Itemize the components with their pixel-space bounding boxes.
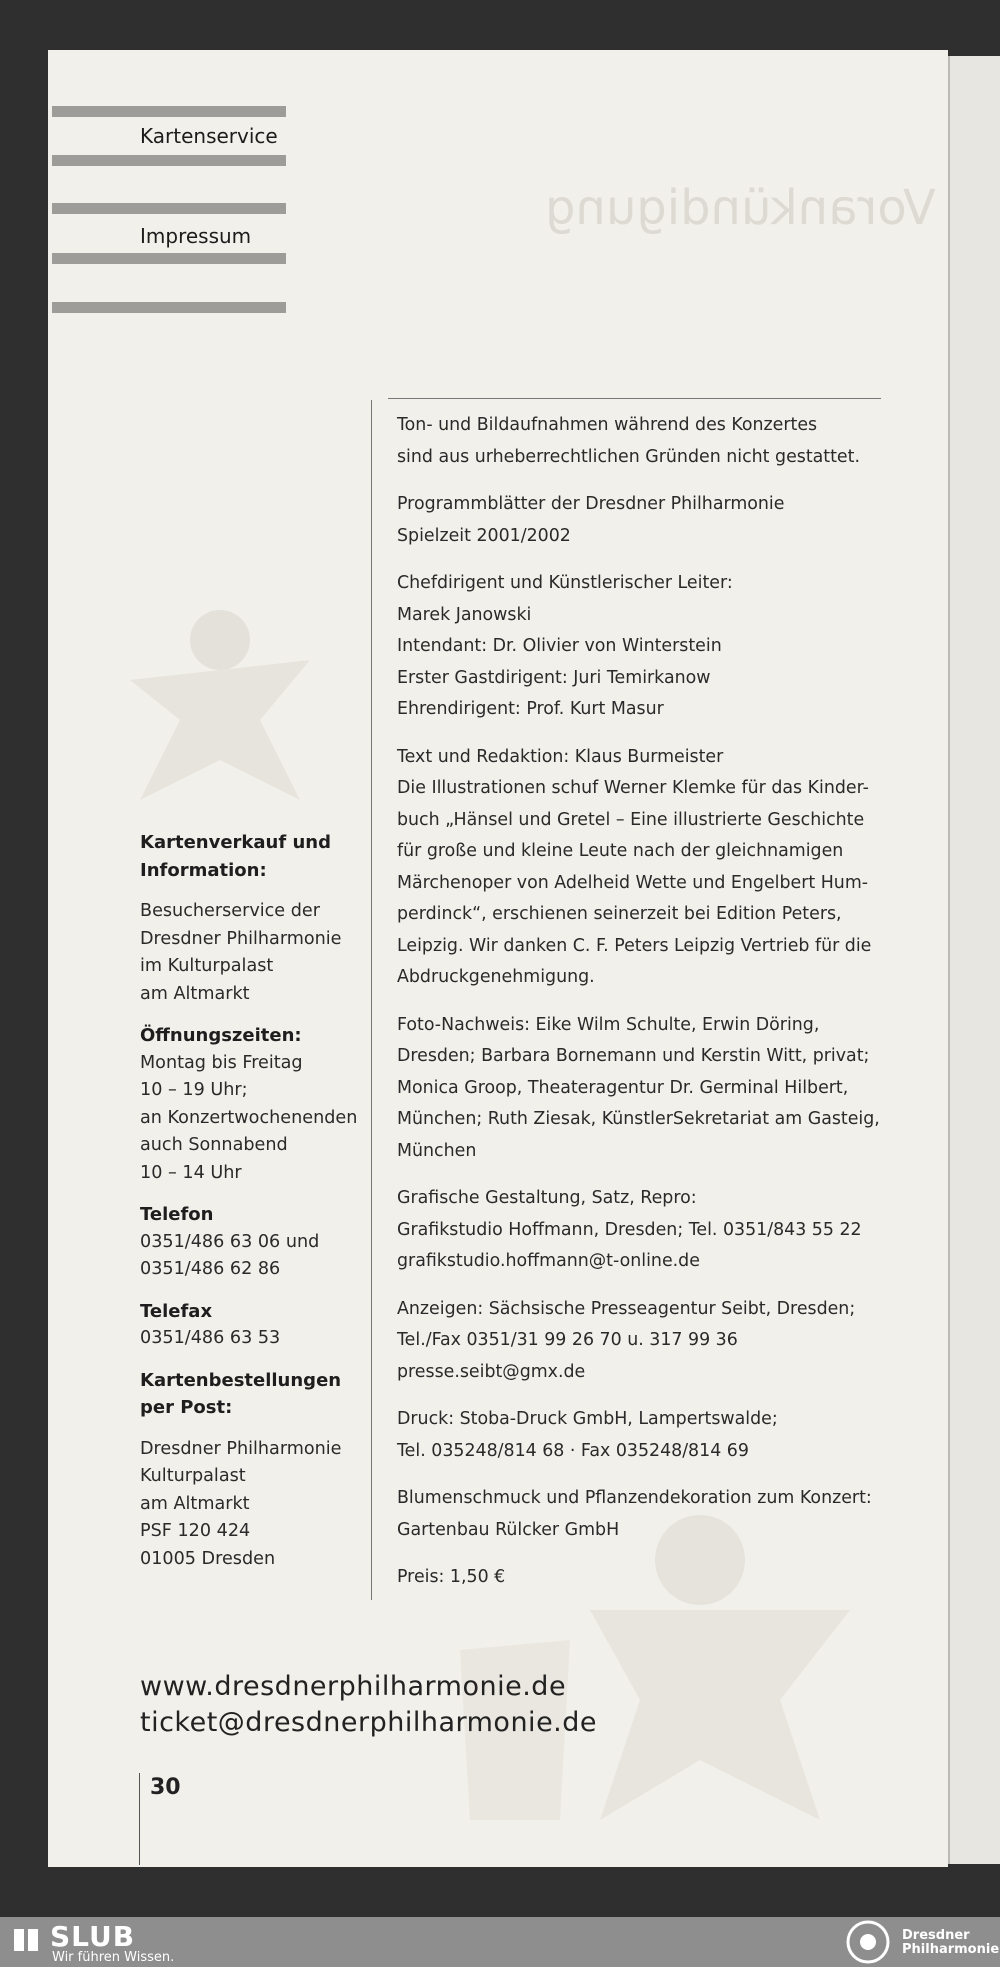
info-block <box>140 1298 350 1353</box>
info-line: Kulturpalast <box>140 1466 246 1486</box>
bleed-through-title: Vorankündigung <box>545 180 936 236</box>
impressum-text <box>397 410 883 1610</box>
impressum-paragraph <box>397 1183 883 1278</box>
next-page-edge <box>948 56 1000 1864</box>
philharmonie-logo-text <box>902 1929 999 1957</box>
info-line: 0351/486 63 06 und <box>140 1231 320 1252</box>
text-line: Ehrendirigent: Prof. Kurt Masur <box>397 699 664 719</box>
philharmonie-logo-icon <box>845 1919 891 1965</box>
text-line: Gartenbau Rülcker GmbH <box>397 1519 620 1540</box>
impressum-paragraph <box>397 1404 883 1467</box>
impressum-paragraph <box>397 1483 883 1546</box>
email-link[interactable]: ticket@dresdnerphilharmonie.de <box>140 1707 598 1738</box>
text-line: Tel. 035248/814 68 · Fax 035248/814 69 <box>397 1440 749 1461</box>
nav-bar-3 <box>52 203 286 214</box>
info-line: an Konzertwochenenden <box>140 1107 358 1128</box>
text-line: grafikstudio.hoffmann@t-online.de <box>397 1251 700 1271</box>
text-line: Grafische Gestaltung, Satz, Repro: <box>397 1188 697 1208</box>
text-line: Spielzeit 2001/2002 <box>397 525 571 546</box>
info-line: Montag bis Freitag <box>140 1052 303 1073</box>
text-line: München <box>397 1140 477 1161</box>
impressum-paragraph <box>397 1294 883 1389</box>
text-line: Foto-Nachweis: Eike Wilm Schulte, Erwin Döring, <box>397 1014 820 1035</box>
text-line: buch „Hänsel und Gretel – Eine illustrierte Geschichte <box>397 809 865 830</box>
text-line: Abdruckgenehmigung. <box>397 967 595 987</box>
text-line: Erster Gastdirigent: Juri Temirkanow <box>397 667 711 688</box>
text-line: Dresden; Barbara Bornemann und Kerstin Witt, privat; <box>397 1046 870 1066</box>
slub-logo-icon <box>12 1925 42 1955</box>
column-divider <box>371 400 372 1600</box>
info-line: 10 – 14 Uhr <box>140 1162 242 1183</box>
text-line: Preis: 1,50 € <box>397 1567 506 1587</box>
nav-item-impressum[interactable]: Impressum <box>140 224 252 248</box>
text-line: presse.seibt@gmx.de <box>397 1361 586 1382</box>
text-line: München; Ruth Ziesak, KünstlerSekretariat am Gasteig, <box>397 1109 880 1129</box>
page-number: 30 <box>150 1775 181 1800</box>
info-line: Dresdner Philharmonie <box>140 1438 342 1459</box>
info-line: am Altmarkt <box>140 983 250 1004</box>
text-line: Die Illustrationen schuf Werner Klemke für das Kinder- <box>397 778 869 798</box>
nav-bar-5 <box>52 302 286 313</box>
nav-bar-4 <box>52 253 286 264</box>
nav-item-kartenservice[interactable]: Kartenservice <box>140 124 278 148</box>
website-link[interactable]: www.dresdnerphilharmonie.de <box>140 1671 567 1702</box>
nav-bar-1 <box>52 106 286 117</box>
info-block <box>140 1201 350 1284</box>
info-line: auch Sonnabend <box>140 1135 288 1155</box>
info-line: 0351/486 63 53 <box>140 1328 281 1348</box>
main-top-rule <box>388 398 881 399</box>
text-line: Märchenoper von Adelheid Wette und Engelbert Hum- <box>397 872 869 893</box>
info-heading: Kartenbestellungen <box>140 1369 342 1391</box>
page-number-rule <box>139 1773 140 1865</box>
info-heading: Öffnungszeiten: <box>140 1025 302 1046</box>
text-line: Leipzig. Wir danken C. F. Peters Leipzig Vertrieb für die <box>397 935 872 956</box>
info-line: 0351/486 62 86 <box>140 1259 281 1279</box>
info-heading: Information: <box>140 859 267 881</box>
info-line: 01005 Dresden <box>140 1548 276 1569</box>
slub-tagline: Wir führen Wissen. <box>52 1950 175 1965</box>
text-line: Tel./Fax 0351/31 99 26 70 u. 317 99 36 <box>397 1330 738 1350</box>
ticket-info <box>140 829 358 1587</box>
impressum-paragraph <box>397 1562 883 1594</box>
nav-bar-2 <box>52 155 286 166</box>
info-block <box>140 1367 350 1422</box>
impressum-paragraph <box>397 742 883 994</box>
text-line: Blumenschmuck und Pflanzendekoration zum Konzert: <box>397 1488 872 1508</box>
impressum-paragraph <box>397 489 883 552</box>
text-line: Ton- und Bildaufnahmen während des Konzertes <box>397 415 818 435</box>
info-block <box>140 829 350 884</box>
brand-line-2: Philharmonie <box>902 1942 1000 1957</box>
info-line: im Kulturpalast <box>140 956 274 976</box>
impressum-paragraph <box>397 410 883 473</box>
text-line: Chefdirigent und Künstlerischer Leiter: <box>397 573 733 593</box>
info-heading: Telefax <box>140 1300 213 1322</box>
info-block <box>140 1436 350 1574</box>
info-line: Besucherservice der <box>140 901 320 921</box>
info-block <box>140 1022 358 1187</box>
text-line: Intendant: Dr. Olivier von Winterstein <box>397 636 722 656</box>
info-block <box>140 898 350 1008</box>
bleed-through-illustration <box>110 590 330 810</box>
text-line: sind aus urheberrechtlichen Gründen nicht gestattet. <box>397 446 860 467</box>
text-line: Marek Janowski <box>397 604 532 625</box>
brand-line-1: Dresdner <box>902 1928 970 1943</box>
footer-bar <box>0 1917 1000 1967</box>
text-line: für große und kleine Leute nach der gleichnamigen <box>397 841 844 861</box>
info-line: am Altmarkt <box>140 1493 250 1514</box>
info-line: Dresdner Philharmonie <box>140 928 342 949</box>
info-heading: Kartenverkauf und <box>140 832 331 853</box>
info-heading: Telefon <box>140 1204 214 1225</box>
web-contact <box>140 1669 597 1741</box>
text-line: Programmblätter der Dresdner Philharmonie <box>397 494 785 514</box>
text-line: Druck: Stoba-Druck GmbH, Lampertswalde; <box>397 1409 778 1429</box>
impressum-paragraph <box>397 568 883 726</box>
impressum-paragraph <box>397 1010 883 1168</box>
text-line: perdinck“, erschienen seinerzeit bei Edition Peters, <box>397 904 842 924</box>
text-line: Grafikstudio Hoffmann, Dresden; Tel. 0351/843 55 22 <box>397 1219 862 1240</box>
text-line: Monica Groop, Theateragentur Dr. Germinal Hilbert, <box>397 1077 849 1098</box>
info-line: PSF 120 424 <box>140 1521 251 1541</box>
slub-logo-text[interactable]: SLUB <box>50 1920 136 1953</box>
info-heading: per Post: <box>140 1397 233 1418</box>
text-line: Text und Redaktion: Klaus Burmeister <box>397 746 724 767</box>
info-line: 10 – 19 Uhr; <box>140 1080 248 1100</box>
text-line: Anzeigen: Sächsische Presseagentur Seibt, Dresden; <box>397 1298 856 1319</box>
